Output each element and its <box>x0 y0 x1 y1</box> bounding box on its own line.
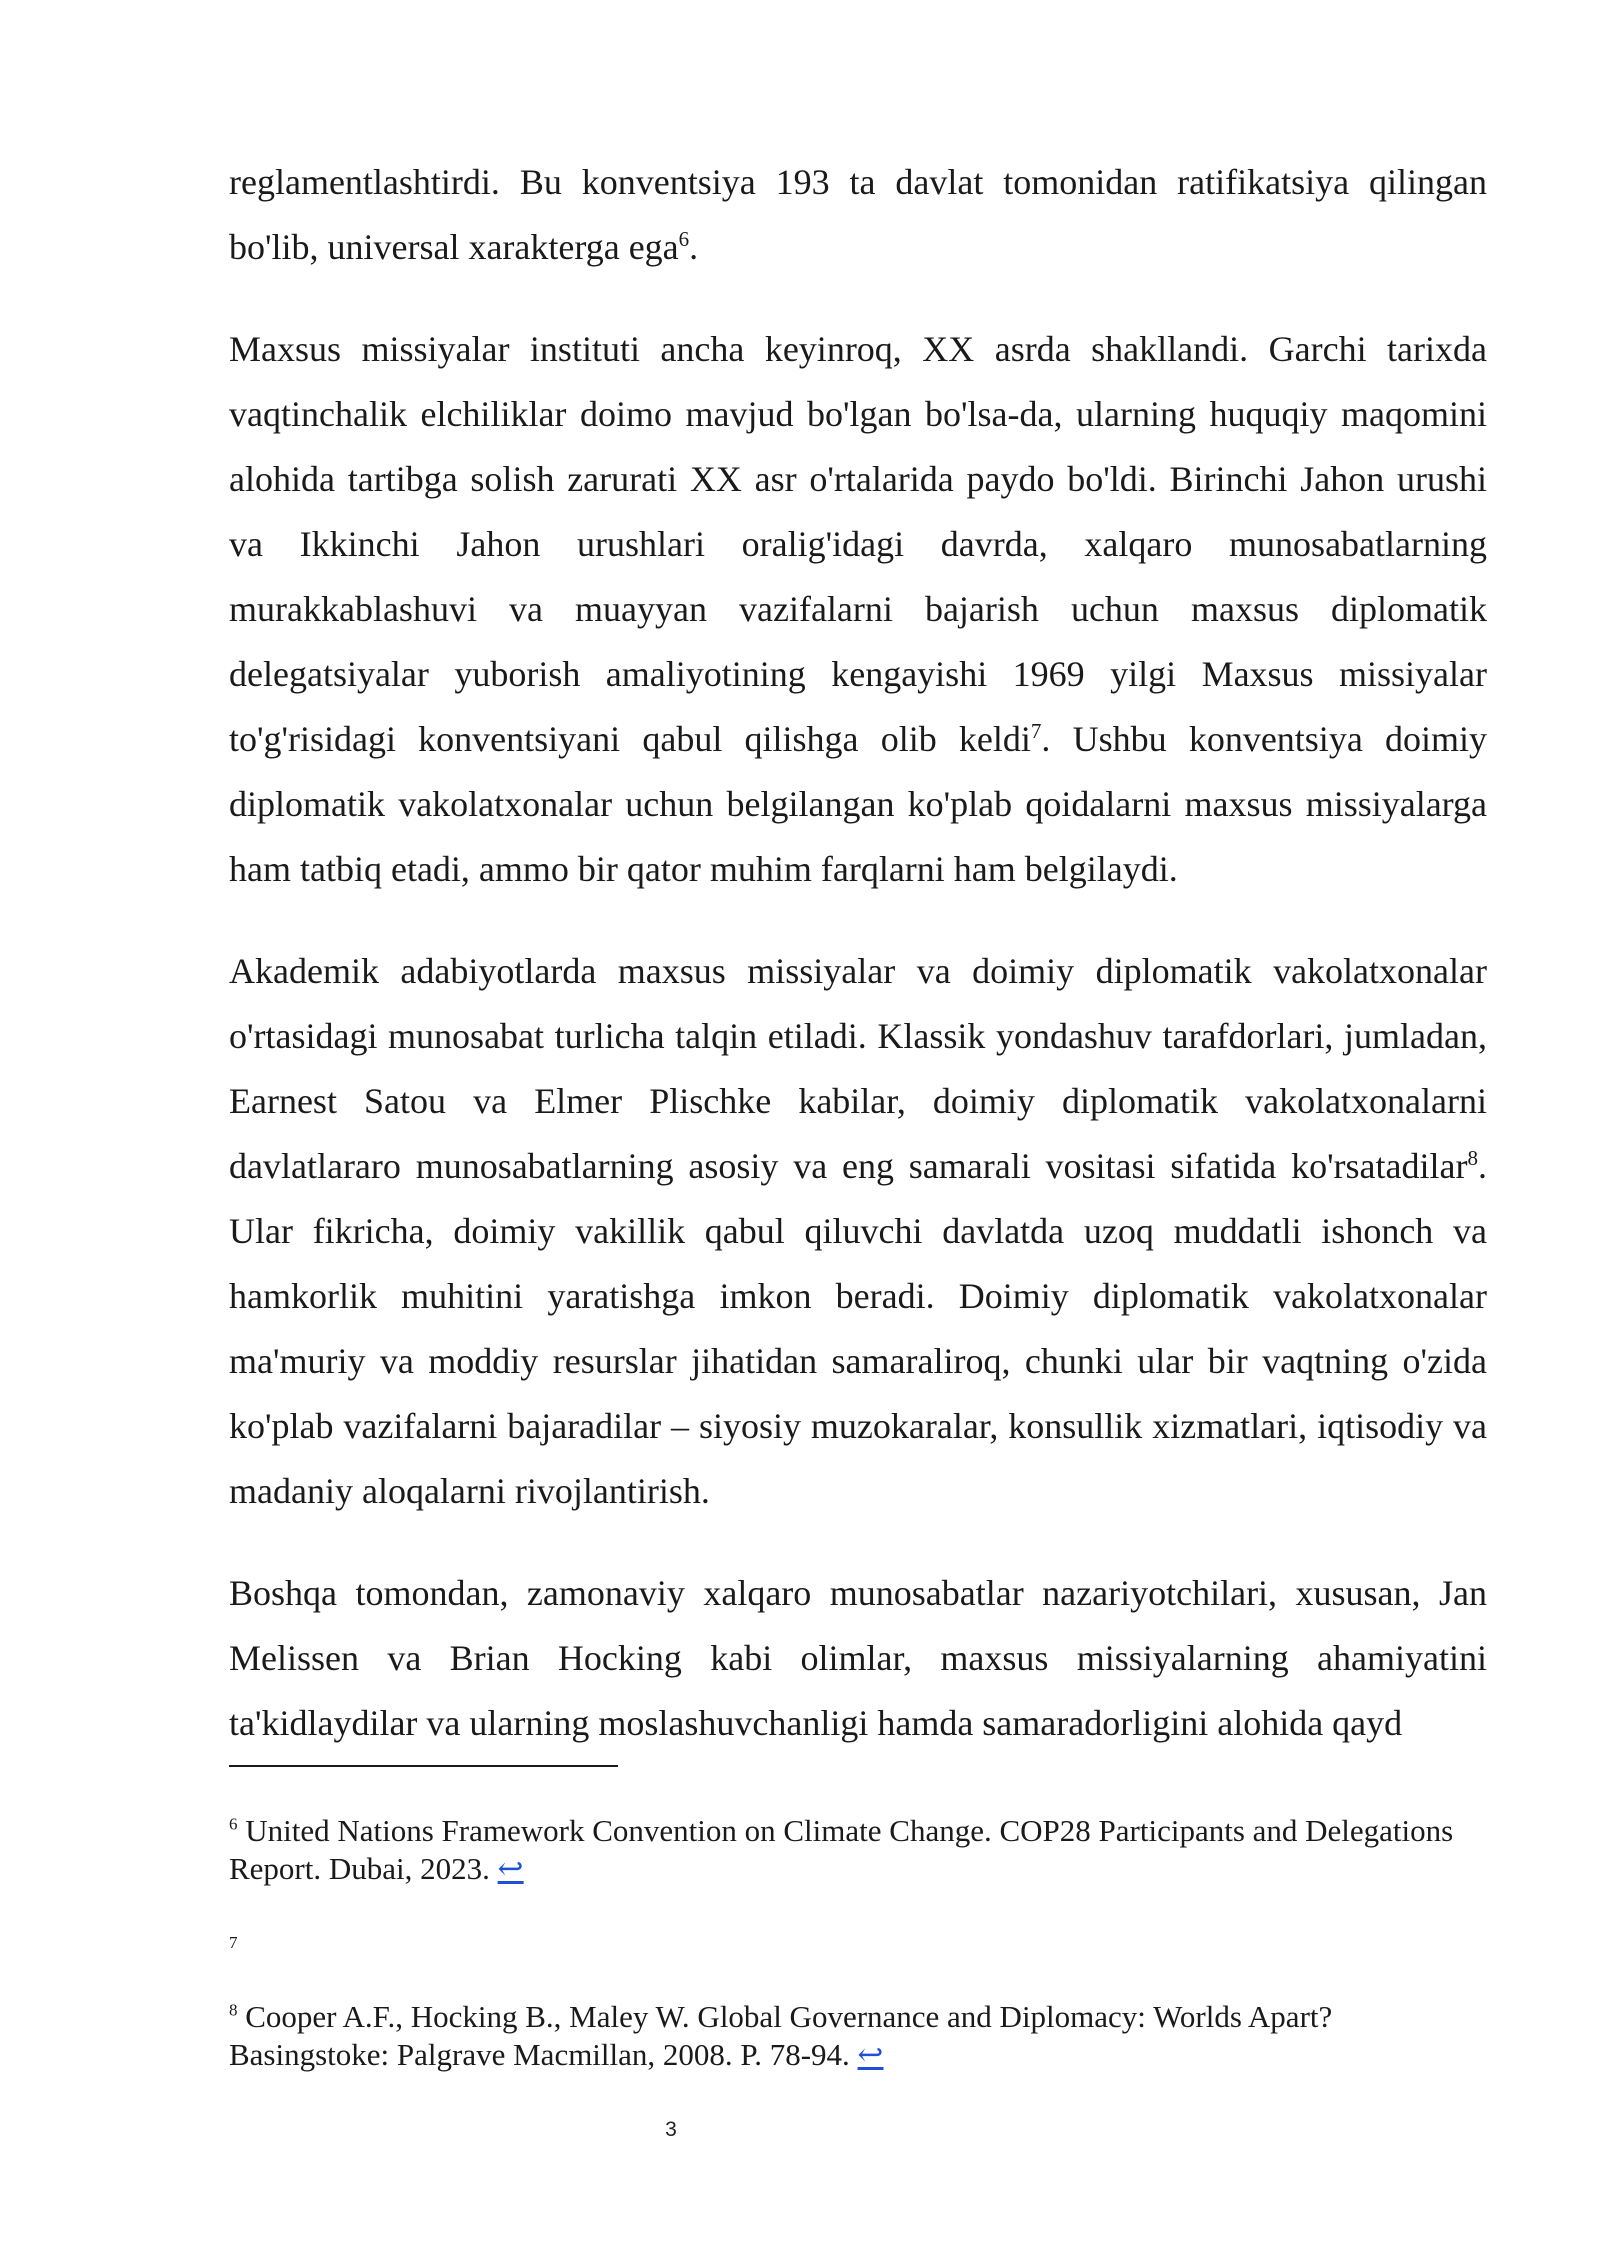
footnote-number-8: 8 <box>229 2000 238 2020</box>
paragraph-1: reglamentlashtirdi. Bu konventsiya 193 ta davlat tomonidan ratifikatsiya qilingan bo'lib, universal xarakterga ega$^6$. <box>229 162 1487 267</box>
footnote-number-7: 7 <box>229 1933 238 1952</box>
footnote-backlink-6[interactable]: ↩ <box>497 1851 524 1886</box>
footnote-backlink-8[interactable]: ↩ <box>857 2037 884 2072</box>
paragraph-3: Akademik adabiyotlarda maxsus missiyalar va doimiy diplomatik vakolatxonalar o'rtasidagi munosabat turlicha talqin etiladi. Klassik yondashuv tarafdorlari, jumladan, Earnest Satou va Elmer Plischke kabilar, doimiy diplomatik vakolatxonalarni davlatlararo munosabatlarning asosiy va eng samarali vositasi sifatida ko'rsatadilar$^8$. Ular fikricha, doimiy vakillik qabul qiluvchi davlatda uzoq muddatli ishonch va hamkorlik muhitini yaratishga imkon beradi. Doimiy diplomatik vakolatxonalar ma'muriy va moddiy resurslar jihatidan samaraliroq, chunki ular bir vaqtning o'zida ko'plab vazifalarni bajaradilar – siyosiy muzokaralar, konsullik xizmatlari, iqtisodiy va madaniy aloqalarni rivojlantirish. <box>229 951 1487 1511</box>
footnote-ref-7[interactable]: 7 <box>1030 719 1042 743</box>
footnote-number-6: 6 <box>229 1814 238 1834</box>
footnote-6 <box>229 1812 1487 1888</box>
footnote-ref-8[interactable]: 8 <box>1467 1146 1478 1170</box>
footnote-text-6: United Nations Framework Convention on Climate Change. COP28 Participants and Delegations Report. Dubai, 2023. <box>229 1813 1454 1886</box>
paragraph-2: Maxsus missiyalar instituti ancha keyinroq, XX asrda shakllandi. Garchi tarixda vaqtinchalik elchiliklar doimo mavjud bo'lgan bo'lsa-da, ularning huquqiy maqomini alohida tartibga solish zarurati XX asr o'rtalarida paydo bo'ldi. Birinchi Jahon urushi va Ikkinchi Jahon urushlari oralig'idagi davrda, xalqaro munosabatlarning murakkablashuvi va muayyan vazifalarni bajarish uchun maxsus diplomatik delegatsiyalar yuborish amaliyotining kengayishi 1969 yilgi Maxsus missiyalar to'g'risidagi konventsiyani qabul qilishga olib keldi$^7$. Ushbu konventsiya doimiy diplomatik vakolatxonalar uchun belgilangan ko'plab qoidalarni maxsus missiyalarga ham tatbiq etadi, ammo bir qator muhim farqlarni ham belgilaydi. <box>229 329 1487 889</box>
footnote-ref-6[interactable]: 6 <box>678 227 690 251</box>
page-number: 3 <box>665 2118 677 2141</box>
footnote-text-8: Cooper A.F., Hocking B., Maley W. Global Governance and Diplomacy: Worlds Apart? Basingstoke: Palgrave Macmillan, 2008. P. 78-94. <box>229 1999 1333 2072</box>
footnote-7 <box>229 1932 1487 1954</box>
document-body <box>229 150 1487 1756</box>
footnote-separator <box>229 1765 618 1767</box>
footnote-8 <box>229 1998 1487 2074</box>
paragraph-4: Boshqa tomondan, zamonaviy xalqaro munosabatlar nazariyotchilari, xususan, Jan Melissen va Brian Hocking kabi olimlar, maxsus missiyalarning ahamiyatini ta'kidlaydilar va ularning moslashuvchanligi hamda samaradorligini alohida qayd <box>229 1573 1487 1743</box>
footnotes <box>229 1812 1487 2074</box>
